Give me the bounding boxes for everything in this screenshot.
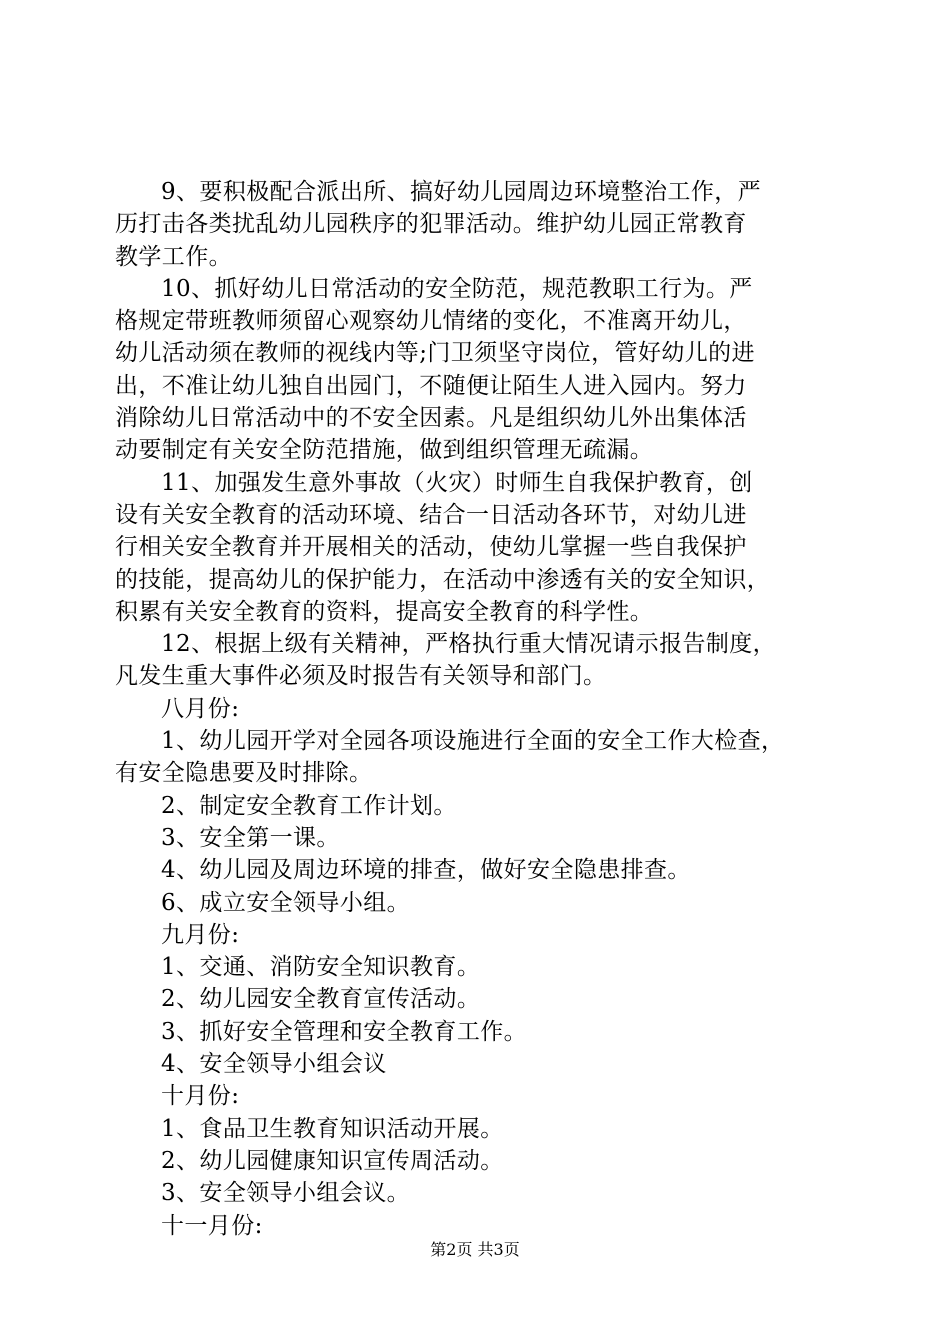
text-line: 12、根据上级有关精神，严格执行重大情况请示报告制度， xyxy=(161,631,777,658)
text-line: 消除幼儿日常活动中的不安全因素。凡是组织幼儿外出集体活 xyxy=(115,405,747,432)
text-line: 1、幼儿园开学对全园各项设施进行全面的安全工作大检查， xyxy=(161,728,785,755)
text-line: 凡发生重大事件必须及时报告有关领导和部门。 xyxy=(115,663,607,690)
text-line: 4、安全领导小组会议 xyxy=(161,1051,387,1078)
page-footer xyxy=(0,1240,950,1260)
page-number-label: 第2页 共3页 xyxy=(430,1240,520,1259)
text-line: 出，不准让幼儿独自出园门，不随便让陌生人进入园内。努力 xyxy=(115,372,747,399)
text-line: 2、幼儿园健康知识宣传周活动。 xyxy=(161,1147,504,1174)
text-line: 3、安全领导小组会议。 xyxy=(161,1180,411,1207)
text-line: 2、制定安全教育工作计划。 xyxy=(161,792,457,819)
text-line: 幼儿活动须在教师的视线内等;门卫须坚守岗位，管好幼儿的进 xyxy=(115,340,755,367)
text-line: 九月份: xyxy=(161,921,240,948)
text-line: 3、安全第一课。 xyxy=(161,824,340,851)
text-line: 11、加强发生意外事故（火灾）时师生自我保护教育，创 xyxy=(161,469,753,496)
text-line: 设有关安全教育的活动环境、结合一日活动各环节，对幼儿进 xyxy=(115,501,747,528)
text-line: 十月份: xyxy=(161,1083,240,1110)
text-line: 有安全隐患要及时排除。 xyxy=(115,760,373,787)
text-line: 6、成立安全领导小组。 xyxy=(161,889,411,916)
text-line: 积累有关安全教育的资料，提高安全教育的科学性。 xyxy=(115,598,654,625)
text-line: 2、幼儿园安全教育宣传活动。 xyxy=(161,986,481,1013)
text-line: 行相关安全教育并开展相关的活动，使幼儿掌握一些自我保护 xyxy=(115,534,747,561)
text-line: 动要制定有关安全防范措施，做到组织管理无疏漏。 xyxy=(115,437,654,464)
text-line: 的技能，提高幼儿的保护能力，在活动中渗透有关的安全知识， xyxy=(115,566,771,593)
text-line: 3、抓好安全管理和安全教育工作。 xyxy=(161,1018,528,1045)
text-line: 教学工作。 xyxy=(115,243,232,270)
document-body xyxy=(115,176,835,1242)
text-line: 八月份: xyxy=(161,695,240,722)
text-line: 1、食品卫生教育知识活动开展。 xyxy=(161,1115,504,1142)
text-line: 4、幼儿园及周边环境的排查，做好安全隐患排查。 xyxy=(161,857,691,884)
text-line: 格规定带班教师须留心观察幼儿情绪的变化，不准离开幼儿， xyxy=(115,308,747,335)
text-line: 9、要积极配合派出所、搞好幼儿园周边环境整治工作，严 xyxy=(161,179,762,205)
text-line: 十一月份: xyxy=(161,1212,263,1239)
text-line: 10、抓好幼儿日常活动的安全防范，规范教职工行为。严 xyxy=(161,275,753,302)
text-line: 1、交通、消防安全知识教育。 xyxy=(161,954,481,981)
text-line: 历打击各类扰乱幼儿园秩序的犯罪活动。维护幼儿园正常教育 xyxy=(115,211,747,238)
